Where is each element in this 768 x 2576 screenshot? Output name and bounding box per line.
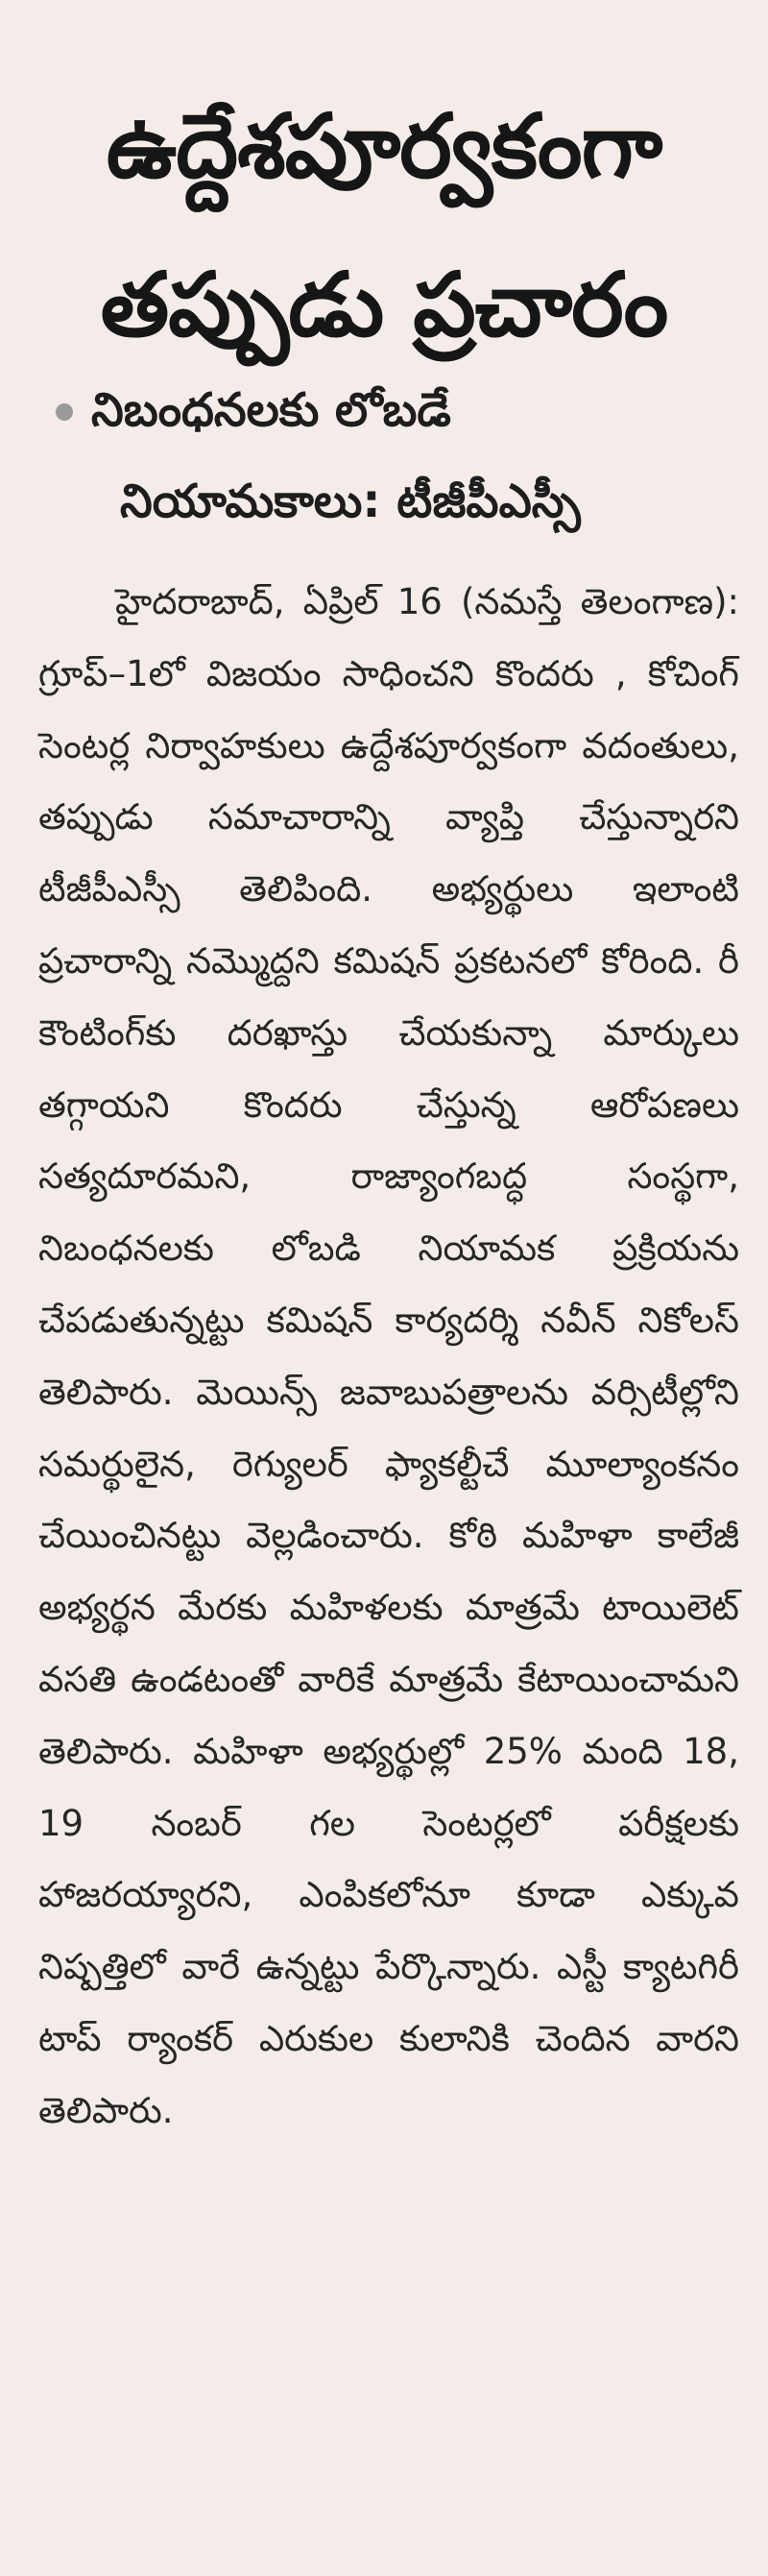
- bullet-icon: [56, 403, 73, 421]
- article-body-wrap: [38, 567, 739, 2148]
- subheading-line-2: నియామకాలు: టీజీపీఎస్సీ: [120, 474, 581, 528]
- subheading-line-1-wrap: [0, 365, 768, 456]
- subheading: [0, 365, 768, 547]
- headline-line-1: ఉద్దేశపూర్వకంగా: [106, 95, 662, 198]
- headline: [0, 67, 768, 384]
- subheading-line-1: నిబంధనలకు లోబడే: [91, 383, 451, 437]
- headline-line-2: తప్పుడు ప్రచారం: [100, 254, 668, 356]
- article-body: హైదరాబాద్, ఏప్రిల్ 16 (నమస్తే తెలంగాణ): గ్రూప్–1లో విజయం సాధించని కొందరు , కోచింగ్ సెంటర్ల నిర్వాహకులు ఉద్దేశపూర్వకంగా వదంతులు, తప్పుడు సమాచారాన్ని వ్యాప్తి చేస్తున్నారని టీజీపీఎస్సీ తెలిపింది. అభ్యర్థులు ఇలాంటి ప్రచారాన్ని నమ్మొద్దని కమిషన్ ప్రకటనలో కోరింది. రీ కౌంటింగ్‌కు దరఖాస్తు చేయకున్నా మార్కులు తగ్గాయని కొందరు చేస్తున్న ఆరోపణలు సత్యదూరమని, రాజ్యాంగబద్ధ సంస్థగా, నిబంధనలకు లోబడి నియామక ప్రక్రియను చేపడుతున్నట్టు కమిషన్ కార్యదర్శి నవీన్ నికోలస్ తెలిపారు. మెయిన్స్ జవాబుపత్రాలను వర్సిటీల్లోని సమర్థులైన, రెగ్యులర్ ఫ్యాకల్టీచే మూల్యాంకనం చేయించినట్టు వెల్లడించారు. కోఠి మహిళా కాలేజీ అభ్యర్థన మేరకు మహిళలకు మాత్రమే టాయిలెట్ వసతి ఉండటంతో వారికే మాత్రమే కేటాయించామని తెలిపారు. మహిళా అభ్యర్థుల్లో 25% మంది 18, 19 నంబర్ గల సెంటర్లలో పరీక్షలకు హాజరయ్యారని, ఎంపికలోనూ కూడా ఎక్కువ నిష్పత్తిలో వారే ఉన్నట్టు పేర్కొన్నారు. ఎస్టీ క్యాటగిరీ టాప్ ర్యాంకర్ ఎరుకుల కులానికి చెందిన వారని తెలిపారు.: [38, 581, 739, 2131]
